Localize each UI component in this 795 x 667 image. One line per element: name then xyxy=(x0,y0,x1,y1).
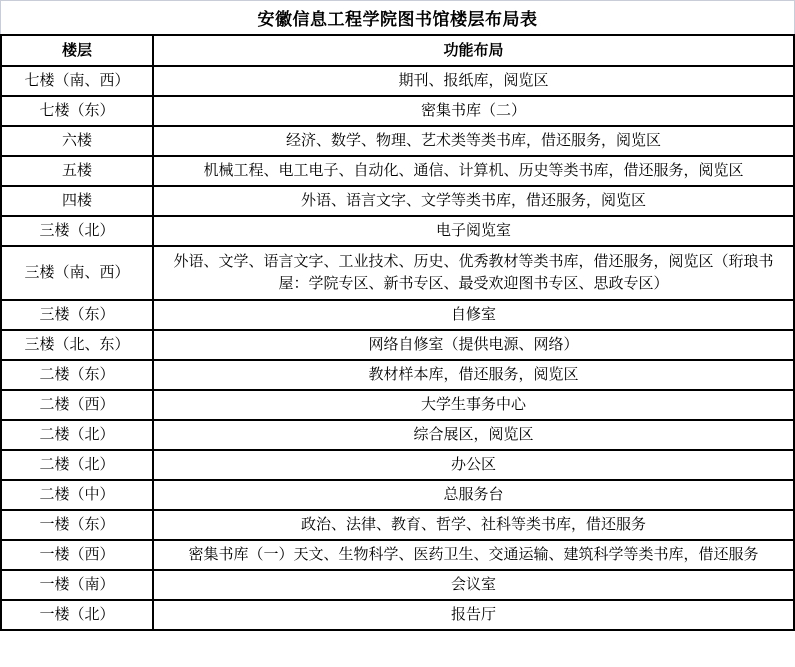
floor-cell: 二楼（东） xyxy=(1,360,153,390)
table-body xyxy=(1,66,794,630)
layout-cell: 自修室 xyxy=(153,300,794,330)
layout-cell: 期刊、报纸库，阅览区 xyxy=(153,66,794,96)
layout-cell: 综合展区，阅览区 xyxy=(153,420,794,450)
layout-cell: 总服务台 xyxy=(153,480,794,510)
floor-cell: 五楼 xyxy=(1,156,153,186)
layout-cell: 密集书库（一）天文、生物科学、医药卫生、交通运输、建筑科学等类书库，借还服务 xyxy=(153,540,794,570)
floor-cell: 二楼（北） xyxy=(1,450,153,480)
table-header xyxy=(1,35,794,66)
floor-cell: 二楼（西） xyxy=(1,390,153,420)
layout-cell: 机械工程、电工电子、自动化、通信、计算机、历史等类书库，借还服务，阅览区 xyxy=(153,156,794,186)
table-row xyxy=(1,246,794,300)
table-row xyxy=(1,186,794,216)
table-row xyxy=(1,216,794,246)
table-row xyxy=(1,450,794,480)
layout-cell: 密集书库（二） xyxy=(153,96,794,126)
table-row xyxy=(1,66,794,96)
table-row xyxy=(1,600,794,630)
table-row xyxy=(1,156,794,186)
table-row xyxy=(1,480,794,510)
floor-cell: 二楼（中） xyxy=(1,480,153,510)
table-row xyxy=(1,540,794,570)
table-row xyxy=(1,126,794,156)
floor-cell: 一楼（西） xyxy=(1,540,153,570)
floor-cell: 三楼（北、东） xyxy=(1,330,153,360)
table-row xyxy=(1,96,794,126)
floor-cell: 一楼（南） xyxy=(1,570,153,600)
floor-cell: 一楼（北） xyxy=(1,600,153,630)
floor-cell: 二楼（北） xyxy=(1,420,153,450)
layout-cell: 外语、文学、语言文字、工业技术、历史、优秀教材等类书库，借还服务，阅览区（珩琅书屋：学院专区、新书专区、最受欢迎图书专区、思政专区） xyxy=(153,246,794,300)
table-row xyxy=(1,300,794,330)
floor-cell: 四楼 xyxy=(1,186,153,216)
table-row xyxy=(1,570,794,600)
table-row xyxy=(1,420,794,450)
layout-cell: 政治、法律、教育、哲学、社科等类书库，借还服务 xyxy=(153,510,794,540)
layout-cell: 报告厅 xyxy=(153,600,794,630)
layout-cell: 办公区 xyxy=(153,450,794,480)
layout-cell: 电子阅览室 xyxy=(153,216,794,246)
floor-cell: 一楼（东） xyxy=(1,510,153,540)
floor-layout-table xyxy=(0,34,795,631)
table-row xyxy=(1,330,794,360)
table-row xyxy=(1,390,794,420)
layout-cell: 网络自修室（提供电源、网络） xyxy=(153,330,794,360)
layout-cell: 教材样本库，借还服务，阅览区 xyxy=(153,360,794,390)
layout-cell: 经济、数学、物理、艺术类等类书库，借还服务，阅览区 xyxy=(153,126,794,156)
table-row xyxy=(1,360,794,390)
floor-cell: 三楼（北） xyxy=(1,216,153,246)
table-row xyxy=(1,510,794,540)
layout-cell: 会议室 xyxy=(153,570,794,600)
floor-cell: 六楼 xyxy=(1,126,153,156)
header-function-layout: 功能布局 xyxy=(153,35,794,66)
floor-cell: 三楼（南、西） xyxy=(1,246,153,300)
floor-cell: 三楼（东） xyxy=(1,300,153,330)
page-title: 安徽信息工程学院图书馆楼层布局表 xyxy=(0,0,795,34)
floor-cell: 七楼（东） xyxy=(1,96,153,126)
floor-cell: 七楼（南、西） xyxy=(1,66,153,96)
header-row xyxy=(1,35,794,66)
layout-cell: 大学生事务中心 xyxy=(153,390,794,420)
layout-cell: 外语、语言文字、文学等类书库，借还服务，阅览区 xyxy=(153,186,794,216)
header-floor: 楼层 xyxy=(1,35,153,66)
